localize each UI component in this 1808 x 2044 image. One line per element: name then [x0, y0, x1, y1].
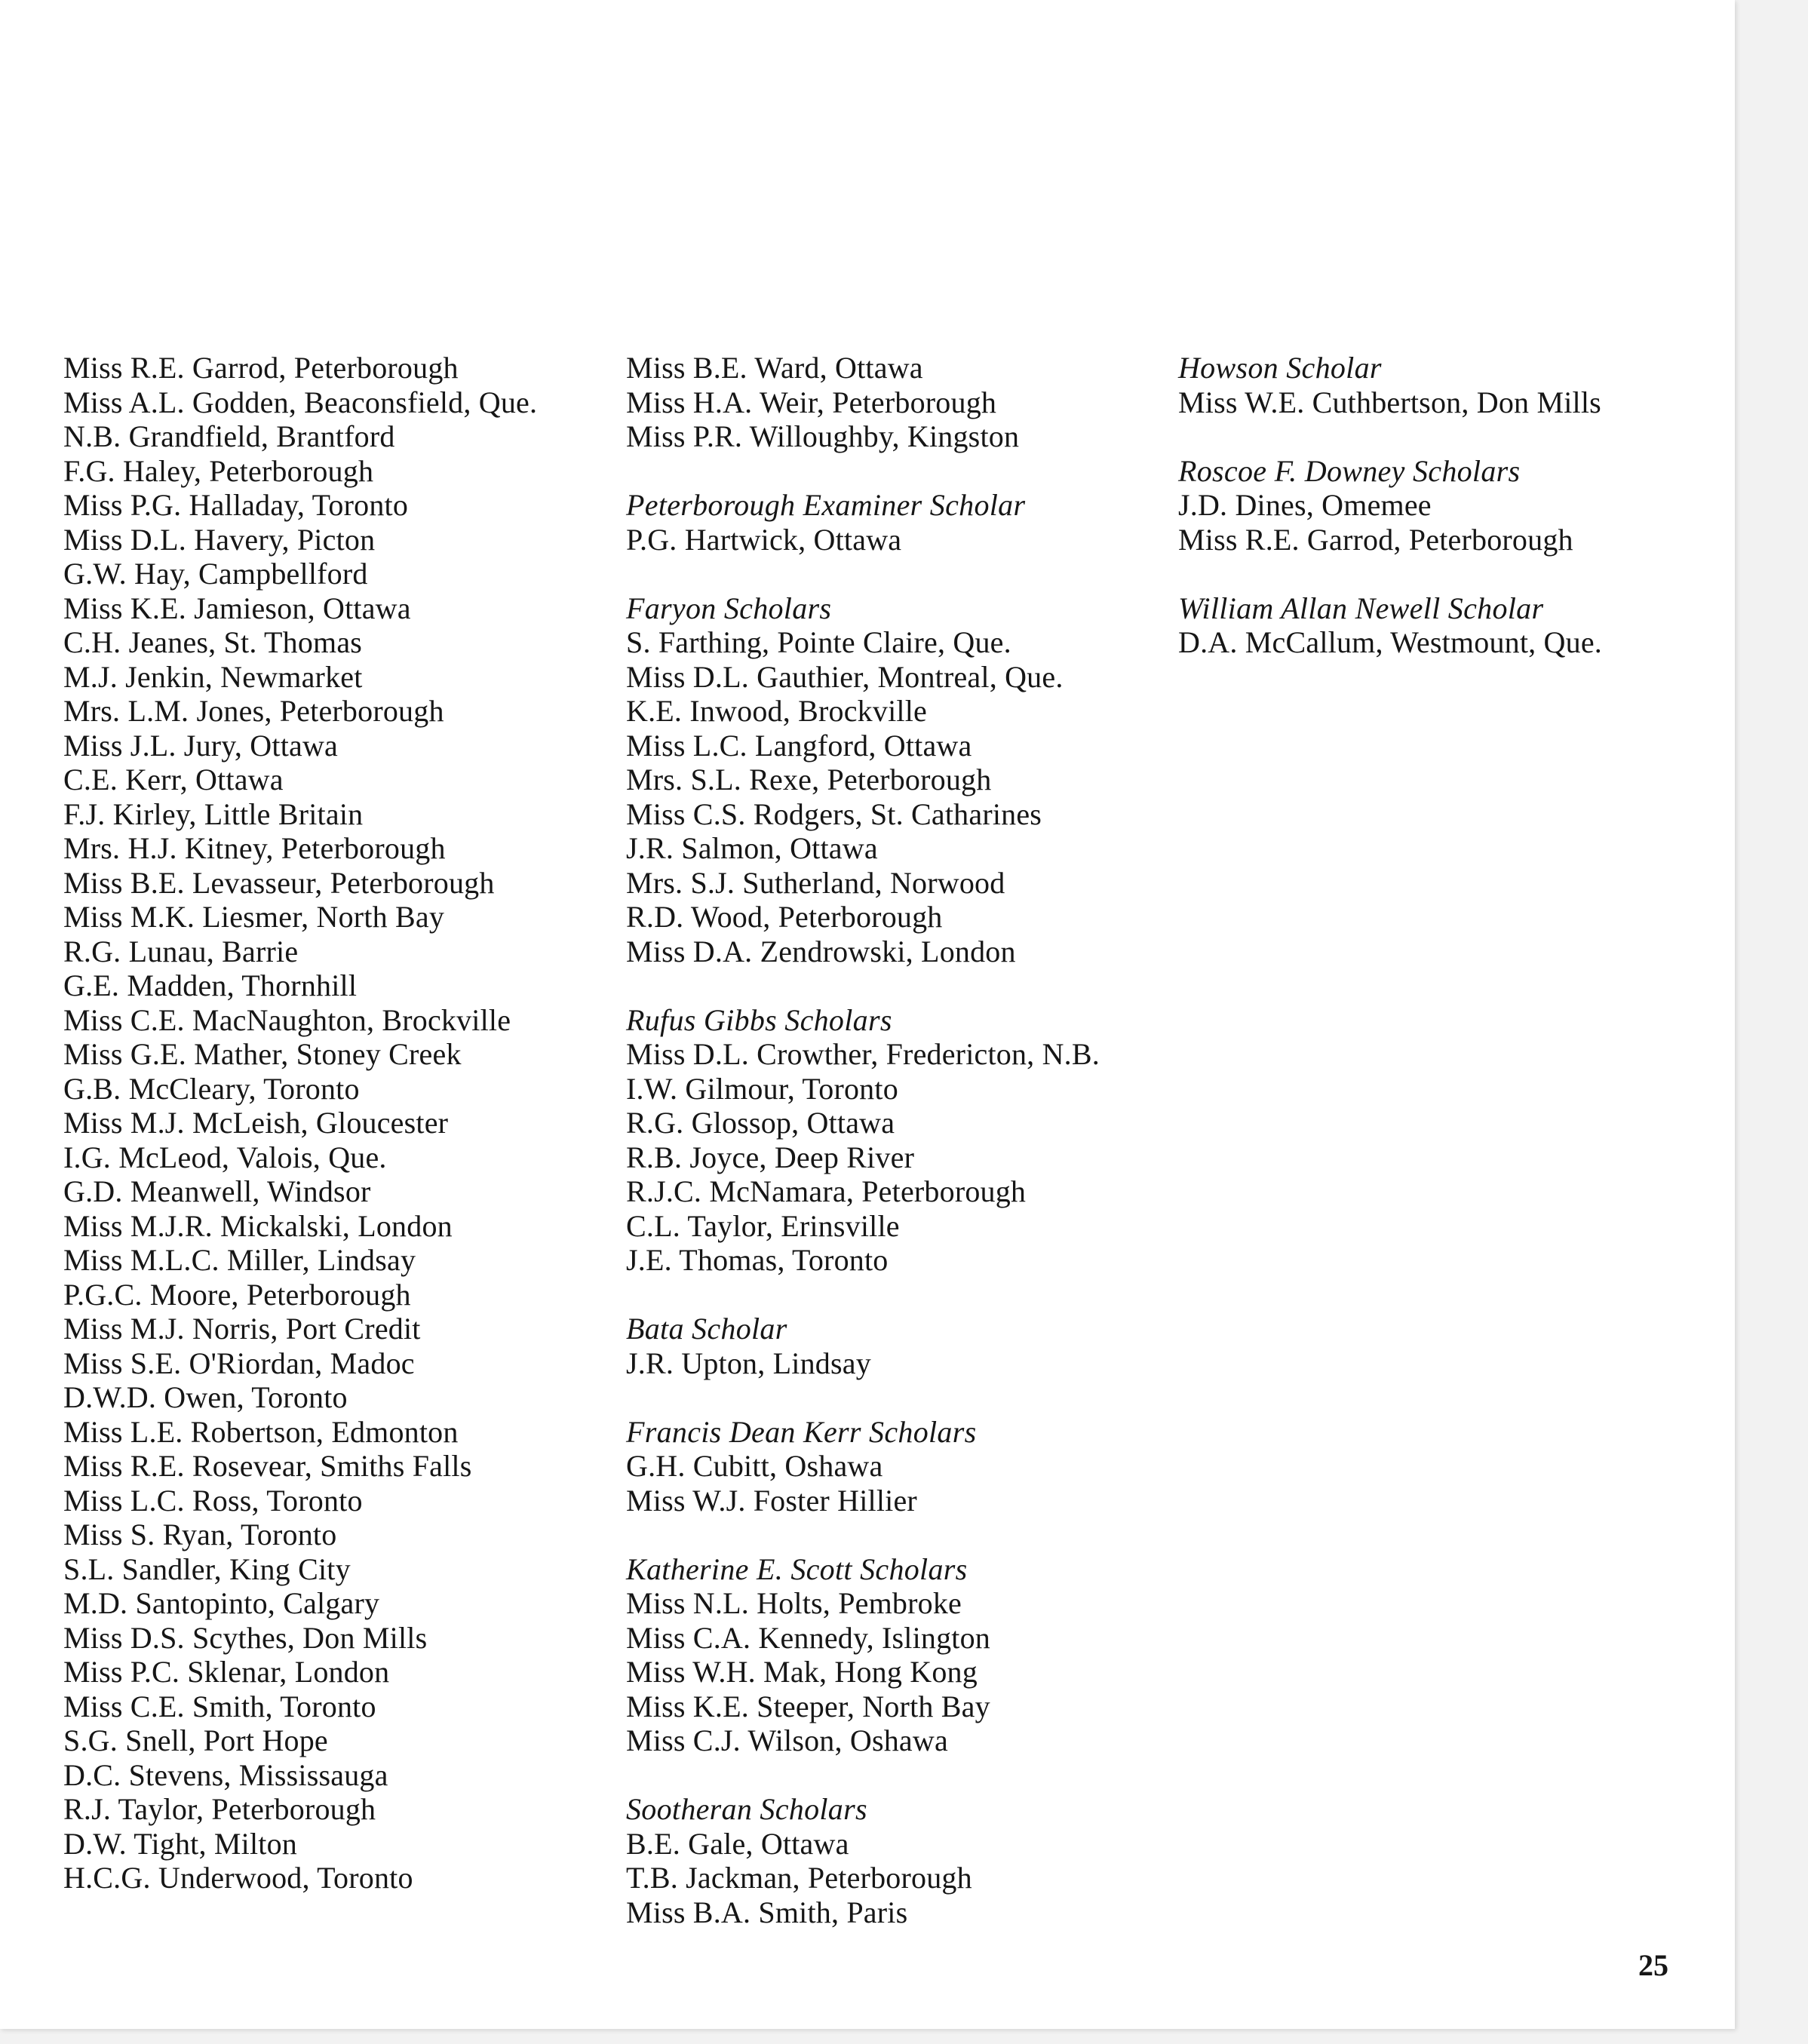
list-item: Miss D.L. Crowther, Fredericton, N.B.	[626, 1037, 1100, 1071]
scholar-group	[1178, 591, 1602, 660]
list-item: Mrs. H.J. Kitney, Peterborough	[63, 831, 446, 865]
list-item: Miss B.E. Ward, Ottawa	[626, 351, 923, 385]
list-item: Miss P.R. Willoughby, Kingston	[626, 419, 1020, 453]
list-item: Miss L.C. Ross, Toronto	[63, 1483, 363, 1518]
scholar-group	[626, 591, 1100, 969]
list-item: D.C. Stevens, Mississauga	[63, 1757, 388, 1792]
list-item: J.R. Upton, Lindsay	[626, 1346, 871, 1380]
list-item: R.J. Taylor, Peterborough	[63, 1792, 376, 1826]
list-item: N.B. Grandfield, Brantford	[63, 419, 395, 453]
list-item: G.B. McCleary, Toronto	[63, 1071, 360, 1106]
list-item: S.G. Snell, Port Hope	[63, 1723, 328, 1757]
list-item: Miss W.E. Cuthbertson, Don Mills	[1178, 385, 1601, 419]
list-item: C.L. Taylor, Erinsville	[626, 1208, 900, 1243]
list-item: Miss H.A. Weir, Peterborough	[626, 385, 997, 419]
scholarship-heading: Francis Dean Kerr Scholars	[626, 1414, 977, 1449]
list-item: Miss D.A. Zendrowski, London	[626, 934, 1016, 968]
list-item: D.W. Tight, Milton	[63, 1826, 298, 1861]
list-item: Miss W.J. Foster Hillier	[626, 1483, 917, 1518]
scholar-group	[626, 351, 1100, 454]
list-item: K.E. Inwood, Brockville	[626, 694, 927, 728]
list-item: J.D. Dines, Omemee	[1178, 488, 1432, 522]
list-item: Miss W.H. Mak, Hong Kong	[626, 1655, 978, 1689]
list-item: Miss C.S. Rodgers, St. Catharines	[626, 796, 1042, 831]
list-item: Miss M.J. Norris, Port Credit	[63, 1312, 421, 1346]
list-item: F.J. Kirley, Little Britain	[63, 796, 364, 831]
column-2	[626, 351, 1100, 1929]
list-item: Miss C.E. Smith, Toronto	[63, 1689, 376, 1723]
list-item: M.J. Jenkin, Newmarket	[63, 659, 363, 694]
list-item: Miss R.E. Garrod, Peterborough	[1178, 522, 1573, 557]
list-item: Miss K.E. Jamieson, Ottawa	[63, 591, 411, 625]
scholar-group	[1178, 351, 1602, 419]
list-item: Miss B.E. Levasseur, Peterborough	[63, 865, 495, 900]
scholarship-heading: Howson Scholar	[1178, 351, 1382, 385]
list-item: Miss D.L. Havery, Picton	[63, 522, 376, 557]
list-item: G.D. Meanwell, Windsor	[63, 1174, 371, 1208]
list-item: J.R. Salmon, Ottawa	[626, 831, 878, 865]
list-item: S.L. Sandler, King City	[63, 1551, 351, 1586]
column-3	[1178, 351, 1602, 660]
list-item: H.C.G. Underwood, Toronto	[63, 1861, 413, 1895]
list-item: Miss C.J. Wilson, Oshawa	[626, 1723, 948, 1757]
list-item: R.B. Joyce, Deep River	[626, 1140, 915, 1174]
list-item: Miss P.G. Halladay, Toronto	[63, 488, 409, 522]
scholar-group	[626, 1003, 1100, 1278]
list-item: F.G. Haley, Peterborough	[63, 453, 374, 488]
scholar-group	[1178, 454, 1602, 557]
scholarship-heading: Sootheran Scholars	[626, 1792, 867, 1826]
list-item: Miss R.E. Rosevear, Smiths Falls	[63, 1449, 472, 1483]
list-item: Miss K.E. Steeper, North Bay	[626, 1689, 990, 1723]
list-item: Miss N.L. Holts, Pembroke	[626, 1586, 962, 1620]
scholarship-heading: Katherine E. Scott Scholars	[626, 1551, 968, 1586]
scholar-group	[626, 1415, 1100, 1518]
list-item: Miss G.E. Mather, Stoney Creek	[63, 1037, 462, 1071]
list-item: Miss L.E. Robertson, Edmonton	[63, 1414, 459, 1449]
list-item: J.E. Thomas, Toronto	[626, 1243, 889, 1277]
scholarship-heading: Peterborough Examiner Scholar	[626, 488, 1026, 522]
column-1	[63, 351, 537, 1895]
list-item: T.B. Jackman, Peterborough	[626, 1861, 972, 1895]
list-item: Miss M.L.C. Miller, Lindsay	[63, 1243, 416, 1277]
list-item: Miss M.J. McLeish, Gloucester	[63, 1106, 449, 1140]
scholarship-heading: Bata Scholar	[626, 1312, 787, 1346]
list-item: C.E. Kerr, Ottawa	[63, 763, 284, 796]
list-item: I.G. McLeod, Valois, Que.	[63, 1140, 387, 1174]
scholarship-heading: Roscoe F. Downey Scholars	[1178, 453, 1521, 488]
list-item: Miss C.A. Kennedy, Islington	[626, 1620, 991, 1655]
list-item: G.H. Cubitt, Oshawa	[626, 1449, 883, 1483]
scholar-group	[626, 1312, 1100, 1380]
scholarship-heading: Rufus Gibbs Scholars	[626, 1002, 892, 1037]
list-item: G.E. Madden, Thornhill	[63, 968, 358, 1002]
scholar-group	[626, 1552, 1100, 1758]
list-item: P.G.C. Moore, Peterborough	[63, 1277, 411, 1312]
list-item: Miss P.C. Sklenar, London	[63, 1655, 390, 1689]
list-item: Miss S.E. O'Riordan, Madoc	[63, 1346, 415, 1380]
list-item: R.J.C. McNamara, Peterborough	[626, 1174, 1027, 1208]
page-number: 25	[1638, 1948, 1668, 1982]
list-item: P.G. Hartwick, Ottawa	[626, 522, 902, 557]
list-item: Mrs. L.M. Jones, Peterborough	[63, 694, 444, 728]
list-item: Miss L.C. Langford, Ottawa	[626, 728, 972, 763]
list-item: G.W. Hay, Campbellford	[63, 557, 368, 591]
list-item: S. Farthing, Pointe Claire, Que.	[626, 625, 1011, 659]
list-item: Miss J.L. Jury, Ottawa	[63, 728, 339, 763]
list-item: Miss A.L. Godden, Beaconsfield, Que.	[63, 385, 538, 419]
list-item: Mrs. S.J. Sutherland, Norwood	[626, 865, 1005, 900]
scholarship-heading: Faryon Scholars	[626, 591, 832, 625]
scholarship-heading: William Allan Newell Scholar	[1178, 591, 1544, 625]
scholar-group	[626, 488, 1100, 557]
list-item: C.H. Jeanes, St. Thomas	[63, 625, 363, 659]
list-item: Mrs. S.L. Rexe, Peterborough	[626, 763, 992, 796]
list-item: R.D. Wood, Peterborough	[626, 900, 943, 934]
list-item: Miss S. Ryan, Toronto	[63, 1518, 337, 1551]
list-item: Miss R.E. Garrod, Peterborough	[63, 351, 459, 385]
scholar-group	[626, 1792, 1100, 1929]
list-item: Miss B.A. Smith, Paris	[626, 1895, 908, 1929]
list-item: R.G. Glossop, Ottawa	[626, 1106, 895, 1140]
list-item: Miss C.E. MacNaughton, Brockville	[63, 1002, 511, 1037]
list-item: D.A. McCallum, Westmount, Que.	[1178, 625, 1602, 659]
list-item: R.G. Lunau, Barrie	[63, 934, 299, 968]
list-item: Miss D.L. Gauthier, Montreal, Que.	[626, 659, 1064, 694]
list-item: D.W.D. Owen, Toronto	[63, 1380, 348, 1414]
list-item: Miss M.K. Liesmer, North Bay	[63, 900, 445, 934]
list-item: Miss D.S. Scythes, Don Mills	[63, 1620, 428, 1655]
list-item: B.E. Gale, Ottawa	[626, 1826, 849, 1861]
list-item: I.W. Gilmour, Toronto	[626, 1071, 898, 1106]
list-item: Miss M.J.R. Mickalski, London	[63, 1208, 453, 1243]
list-item: M.D. Santopinto, Calgary	[63, 1586, 380, 1620]
